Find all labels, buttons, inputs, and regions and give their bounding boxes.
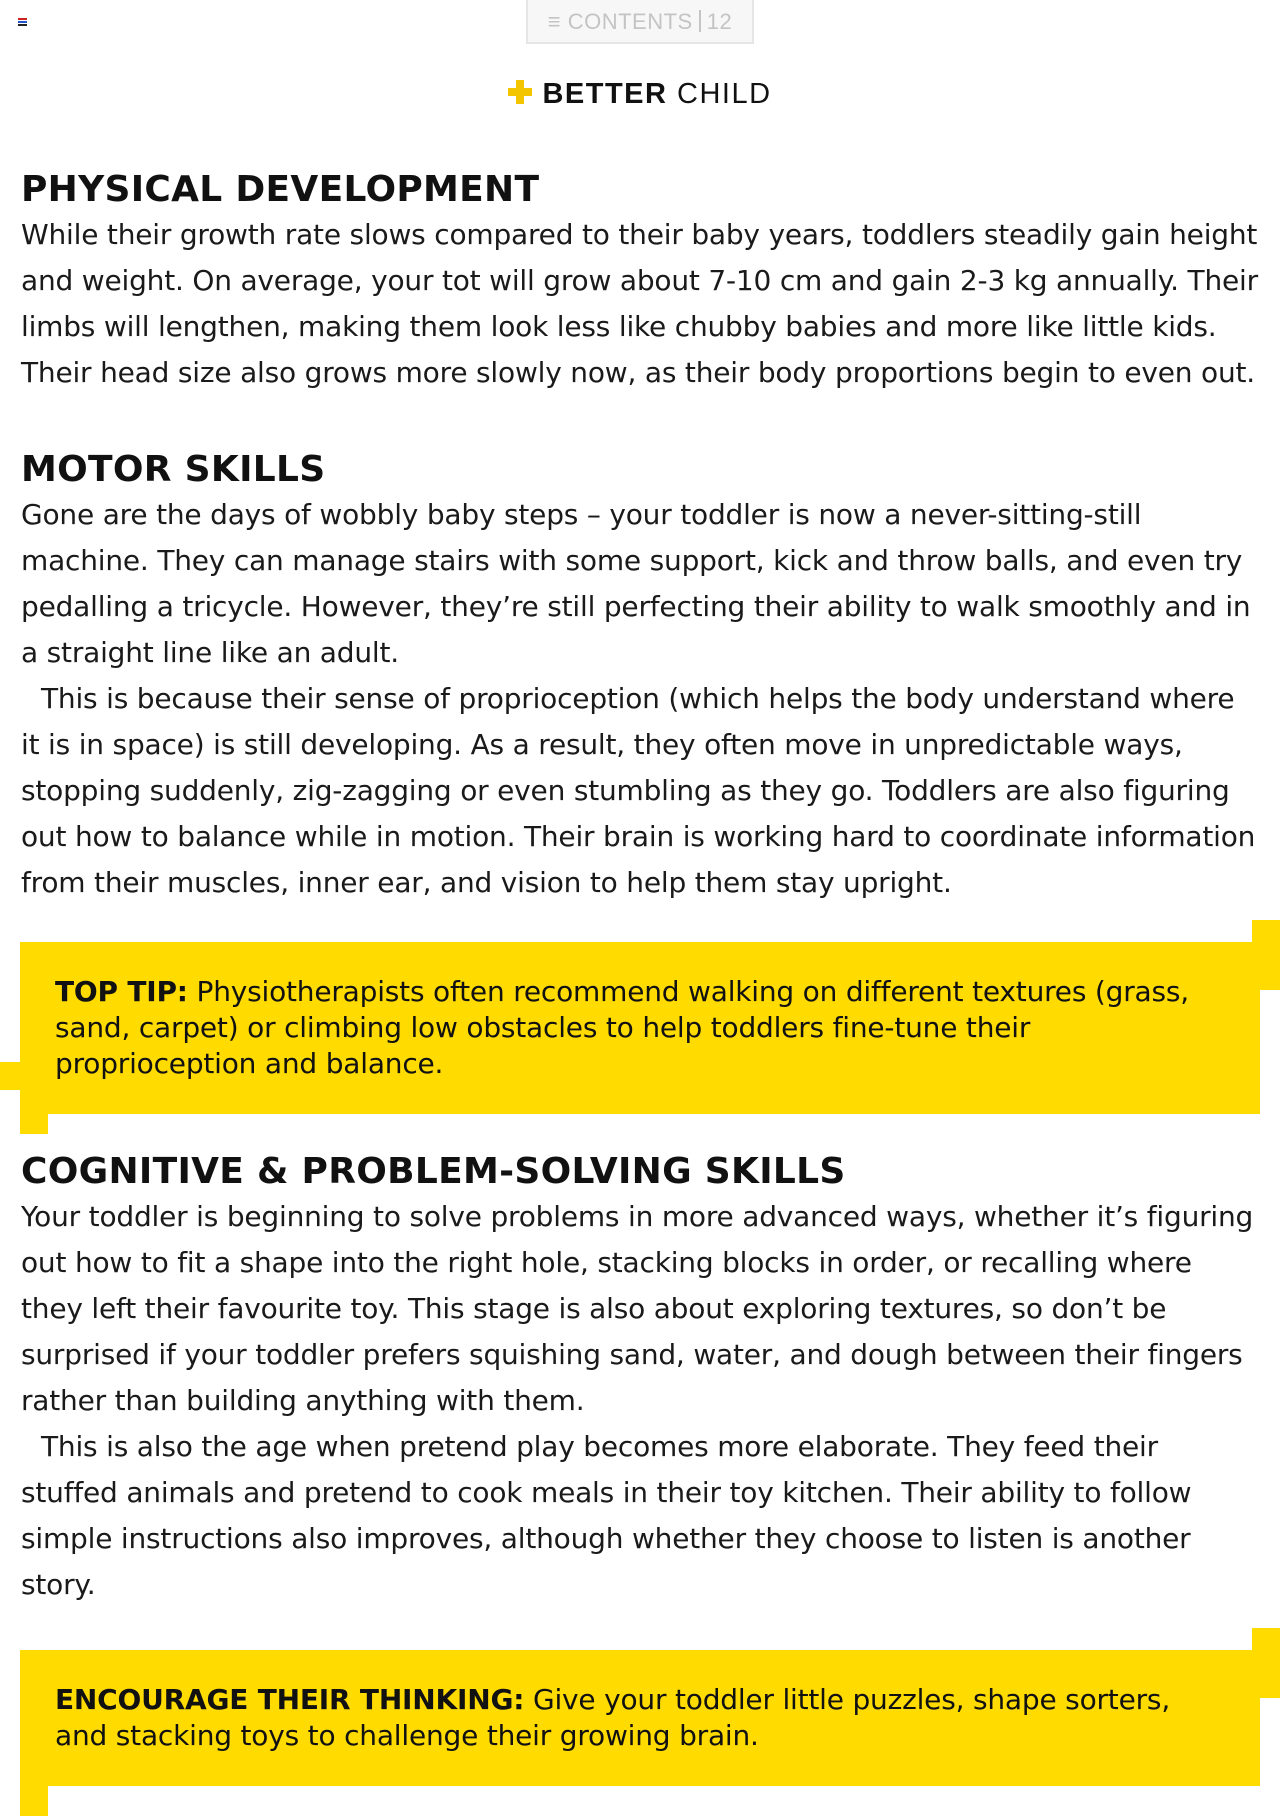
contents-link[interactable]: ≡ CONTENTS — [547, 9, 693, 34]
heading-cognitive-skills: COGNITIVE & PROBLEM-SOLVING SKILLS — [21, 1151, 846, 1192]
tip-decoration — [1242, 1668, 1280, 1694]
brand-regular: CHILD — [677, 78, 772, 110]
top-tip-text — [55, 974, 1200, 1082]
menu-icon[interactable] — [18, 18, 27, 26]
plus-icon — [508, 80, 532, 104]
page-number: 12 — [706, 9, 733, 34]
tip-decoration — [1242, 960, 1280, 986]
menu-icon-line — [18, 24, 27, 26]
encourage-tip-body: Give your toddler little puzzles, shape sorters, and stacking toys to challenge their growing brain. — [55, 1683, 1171, 1752]
spacer — [21, 906, 1261, 942]
encourage-tip-text — [55, 1682, 1200, 1754]
top-tip-box — [20, 942, 1260, 1114]
spacer — [21, 1608, 1261, 1650]
article-body — [21, 168, 1261, 1786]
contents-divider — [699, 10, 701, 32]
top-tip-lead: TOP TIP: — [55, 975, 188, 1008]
brand-logo — [0, 74, 1280, 114]
tip-decoration — [0, 1062, 40, 1090]
encourage-tip-box — [20, 1650, 1260, 1786]
contents-tab[interactable] — [526, 0, 754, 44]
encourage-tip-lead: ENCOURAGE THEIR THINKING: — [55, 1683, 525, 1716]
spacer — [21, 1114, 1261, 1150]
tip-decoration — [20, 1776, 48, 1816]
heading-physical-development: PHYSICAL DEVELOPMENT — [21, 169, 540, 210]
heading-motor-skills: MOTOR SKILLS — [21, 449, 326, 490]
menu-icon-line — [18, 21, 27, 23]
menu-icon-line — [18, 18, 27, 20]
spacer — [21, 396, 1261, 448]
paragraph: This is also the age when pretend play becomes more elaborate. They feed their stuffed animals and pretend to cook meals in their toy kitchen. Their ability to follow simple instructions also improves, although whether they choose to listen is another story. — [21, 1430, 1192, 1601]
paragraph: Gone are the days of wobbly baby steps – your toddler is now a never-sitting-still machine. They can manage stairs with some support, kick and throw balls, and even try pedalling a tricycle. However, they’re still perfecting their ability to walk smoothly and in a straight line like an adult. — [21, 498, 1251, 669]
paragraph: While their growth rate slows compared to their baby years, toddlers steadily gain height and weight. On average, your tot will grow about 7-10 cm and gain 2-3 kg annually. Their limbs will lengthen, making them look less like chubby babies and more like little kids. Their head size also grows more slowly now, as their body proportions begin to even out. — [21, 218, 1258, 389]
brand-bold: BETTER — [542, 78, 668, 110]
paragraph: Your toddler is beginning to solve problems in more advanced ways, whether it’s figuring out how to fit a shape into the right hole, stacking blocks in order, or recalling where they left their favourite toy. This stage is also about exploring textures, so don’t be surprised if your toddler prefers squishing sand, water, and dough between their fingers rather than building anything with them. — [21, 1200, 1254, 1417]
top-tip-body: Physiotherapists often recommend walking on different textures (grass, sand, carpet) or climbing low obstacles to help toddlers fine-tune their proprioception and balance. — [55, 975, 1189, 1080]
tip-decoration — [20, 1094, 48, 1134]
paragraph: This is because their sense of proprioception (which helps the body understand where it is in space) is still developing. As a result, they often move in unpredictable ways, stopping suddenly, zig-zagging or even stumbling as they go. Toddlers are also figuring out how to balance while in motion. Their brain is working hard to coordinate information from their muscles, inner ear, and vision to help them stay upright. — [21, 682, 1256, 899]
